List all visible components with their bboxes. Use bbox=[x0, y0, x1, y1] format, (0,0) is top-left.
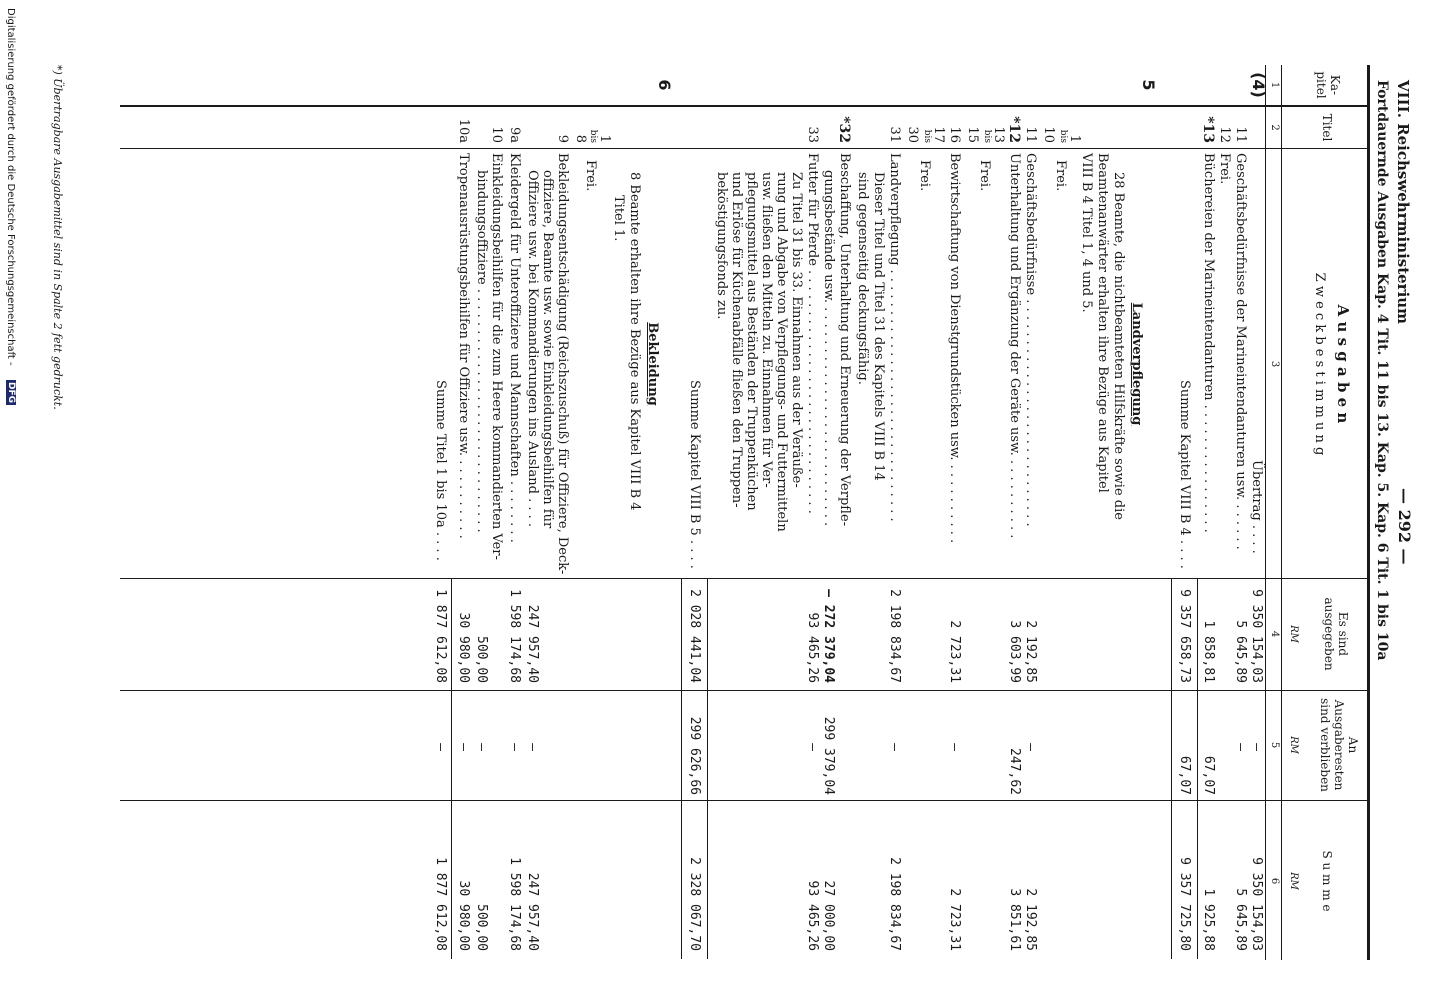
titel-5-10: 10 bbox=[1041, 126, 1056, 143]
titel-5-17-30-frei: Frei. bbox=[917, 160, 932, 192]
col-header-an-ausgaberesten: An Ausgaberesten sind verblieben bbox=[1318, 698, 1360, 792]
summe-kapitel-5-col4: 2 028 441,04 bbox=[687, 589, 702, 683]
titel-6-10-text-2: bindungsoffiziere . . . . . . . . . . . . . . . . . . . . . . . . . . . . . . bbox=[474, 170, 489, 533]
col-number-1: 1 bbox=[1269, 81, 1280, 89]
col-header-es-sind: Es sind ausgegeben bbox=[1322, 597, 1350, 671]
summe-kapitel-4-col4: 9 357 658,73 bbox=[1177, 589, 1192, 683]
titel-5-31-text: Landverpflegung . . . . . . . . . . . . . . . . . . . . . . . . . . . . . . . bbox=[887, 153, 902, 522]
col-divider-2 bbox=[120, 148, 1370, 149]
uebertrag-label: Übertrag . . . . bbox=[1249, 460, 1264, 554]
titel-5-33-col5: — bbox=[805, 743, 820, 751]
page-subtitle: Fortdauernde Ausgaben Kap. 4 Tit. 11 bis 13. Kap. 5. Kap. 6 Tit. 1 bis 10a bbox=[1374, 80, 1390, 661]
col-divider-1 bbox=[120, 105, 1370, 107]
titel-6-10a-text: Tropenausrüstungsbeihilfen für Offiziere usw. . . . . . . . . . . bbox=[456, 153, 471, 539]
titel-6-9: 9 bbox=[555, 134, 570, 143]
titel-5-33-note-6: beköstigungsfonds zu. bbox=[714, 172, 729, 320]
titel-5-16-col4: 2 723,31 bbox=[947, 620, 962, 683]
titel-6-9-col4: 247 957,40 bbox=[525, 604, 540, 683]
titel-5-11-col6: 2 192,85 bbox=[1023, 888, 1038, 951]
titel-5-12-text: Unterhaltung und Ergänzung der Geräte usw. . . . . . . . . . . bbox=[1007, 153, 1022, 539]
section-bekleidung: Bekleidung bbox=[645, 322, 660, 406]
titel-5-33-col4: 93 465,26 bbox=[805, 612, 820, 683]
summe-titel-1-10a-col6: 1 877 612,08 bbox=[433, 857, 448, 951]
titel-5-13-bis: bis bbox=[982, 129, 992, 143]
col-header-zweck: Z w e c k b e s t i m m u n g bbox=[1312, 272, 1327, 456]
titel-5-16: 16 bbox=[947, 126, 962, 143]
titel-6-10a-col4: 30 980,00 bbox=[456, 612, 471, 683]
titel-4-12: 12 bbox=[1217, 126, 1232, 143]
uebertrag-col5: — bbox=[1249, 743, 1264, 751]
section-5-note-3: VIII B 4 Titel 1, 4 und 5. bbox=[1079, 153, 1094, 313]
titel-6-9-text-1: Bekleidungsentschädigung (Reichszuschuß) für Offiziere, Deck- bbox=[555, 153, 570, 575]
titel-6-1-8-frei: Frei. bbox=[583, 160, 598, 192]
titel-5-1: 1 bbox=[1067, 134, 1082, 143]
titel-6-9-text-2: offiziere, Beamte usw. sowie Einkleidungsbeihilfen für bbox=[540, 170, 555, 529]
table-top-rule bbox=[1367, 65, 1370, 960]
titel-5-17: 17 bbox=[931, 126, 946, 143]
titel-5-bis: bis bbox=[1058, 129, 1068, 143]
titel-6-9a-col6: 1 598 174,68 bbox=[507, 857, 522, 951]
titel-5-31-note-1: Dieser Titel und Titel 31 des Kapitels VIII B 14 bbox=[871, 172, 886, 481]
digitization-credit: Digitalisierung gefördert durch die Deutsche Forschungsgemeinschaft - bbox=[5, 8, 16, 366]
titel-5-32-text-1: Beschaffung, Unterhaltung und Erneuerung der Verpfle- bbox=[837, 153, 852, 527]
col-number-6: 6 bbox=[1269, 877, 1280, 885]
titel-5-16-text: Bewirtschaftung von Dienstgrundstücken usw. . . . . . . . . . . bbox=[947, 153, 962, 544]
summe-titel-1-10a-col5: — bbox=[433, 743, 448, 751]
titel-4-11-col5: — bbox=[1233, 743, 1248, 751]
titel-5-12-col6: 3 851,61 bbox=[1007, 888, 1022, 951]
summe-kapitel-5-col5: 299 626,66 bbox=[687, 716, 702, 795]
titel-5-32: *32 bbox=[836, 116, 852, 143]
titel-6-1: 1 bbox=[597, 134, 612, 143]
titel-6-9-col6: 247 957,40 bbox=[525, 872, 540, 951]
titel-6-8: 8 bbox=[573, 134, 588, 143]
titel-6-9a: 9a bbox=[507, 126, 522, 143]
section-5-note-1: 28 Beamte, die nichtbeamteten Hilfskräfte sowie die bbox=[1111, 172, 1126, 520]
titel-4-13-col4: 1 858,81 bbox=[1201, 620, 1216, 683]
titel-5-11-text: Geschäftsbedürfnisse . . . . . . . . . . . . . . . . . . . . . . . . . . . . bbox=[1023, 153, 1038, 527]
titel-5-13: 13 bbox=[991, 126, 1006, 143]
titel-6-9a-col5: — bbox=[507, 743, 522, 751]
titel-4-13-text: Büchereien der Marineintendanturen . . . . . . . . . . . . . . . . bbox=[1201, 153, 1216, 533]
titel-6-10-col5: — bbox=[474, 743, 489, 751]
titel-5-12-col4: 3 603,99 bbox=[1007, 620, 1022, 683]
titel-6-9-col5: — bbox=[525, 743, 540, 751]
summe-titel-1-10a-label: Summe Titel 1 bis 10a . . . . bbox=[433, 380, 448, 561]
uebertrag-col6: 9 350 154,03 bbox=[1249, 857, 1264, 951]
titel-5-12: *12 bbox=[1006, 116, 1022, 143]
summe-kapitel-4-col6: 9 357 725,80 bbox=[1177, 857, 1192, 951]
sum5-bottom-rule bbox=[681, 579, 682, 959]
titel-5-33: 33 bbox=[805, 126, 820, 143]
titel-5-32-col5: 299 379,04 bbox=[821, 716, 836, 795]
titel-5-33-note-3: usw. fließen den Mitteln zu. Einnahmen für Ver- bbox=[759, 172, 774, 488]
titel-4-13: *13 bbox=[1200, 116, 1216, 143]
col-number-5: 5 bbox=[1269, 741, 1280, 749]
titel-6-10-col4: 500,00 bbox=[474, 636, 489, 683]
colnum-bottom-rule bbox=[1265, 65, 1266, 960]
titel-5-33-note-5: und Erlöse für Küchenabfälle fließen den Truppen- bbox=[729, 172, 744, 508]
dfg-logo: DFG bbox=[6, 382, 16, 404]
titel-5-17-bis: bis bbox=[922, 129, 932, 143]
unit-rm-col4: RM bbox=[1288, 625, 1299, 643]
titel-6-10: 10 bbox=[489, 126, 504, 143]
titel-6-10-text-1: Einkleidungsbeihilfen für die zum Heere kommandierten Ver- bbox=[489, 153, 504, 560]
titel-6-9-text-3: Offiziere usw. bei Kommandierungen ins Ausland . . . . bbox=[525, 170, 540, 528]
titel-4-11: 11 bbox=[1233, 126, 1248, 143]
ministry-heading: VIII. Reichswehrministerium bbox=[1394, 80, 1412, 325]
col-header-titel: Titel bbox=[1320, 113, 1334, 142]
titel-4-11-text: Geschäftsbedürfnisse der Marineintendanturen usw. . . . . . . bbox=[1233, 153, 1248, 550]
kapitel-5-label: 5 bbox=[1139, 79, 1158, 91]
titel-6-10a-col6: 30 980,00 bbox=[456, 880, 471, 951]
titel-4-13-col5: 67,07 bbox=[1201, 755, 1216, 795]
col-header-summe: S u m m e bbox=[1320, 850, 1334, 912]
col-header-kapitel: Ka- pitel bbox=[1314, 71, 1342, 99]
summe-kapitel-4-label: Summe Kapitel VIII B 4 . . . . bbox=[1177, 380, 1192, 569]
sum4-rule bbox=[1197, 579, 1198, 959]
section-5-note-2: Beamtenanwärter erhalten ihre Bezüge aus Kapitel bbox=[1095, 153, 1110, 493]
sum6-rule bbox=[451, 579, 452, 959]
col-number-4: 4 bbox=[1269, 630, 1280, 638]
titel-5-31-col6: 2 198 834,67 bbox=[887, 857, 902, 951]
titel-5-33-col6: 93 465,26 bbox=[805, 880, 820, 951]
unit-rm-col6: RM bbox=[1288, 872, 1299, 890]
titel-5-31-col5: — bbox=[887, 743, 902, 751]
titel-5-31-note-2: sind gegenseitig deckungsfähig. bbox=[855, 172, 870, 385]
kapitel-4-label: (4) bbox=[1249, 72, 1268, 98]
titel-6-9a-text: Kleidergeld für Unteroffiziere und Mannschaften . . . . . . . . bbox=[507, 153, 522, 543]
titel-6-10a: 10a bbox=[456, 118, 471, 143]
titel-5-33-note-4: pflegungsmittel aus Beständen der Truppenküchen bbox=[744, 172, 759, 511]
titel-4-11-col4: 5 645,89 bbox=[1233, 620, 1248, 683]
header-bottom-rule bbox=[1281, 65, 1282, 960]
uebertrag-col4: 9 350 154,03 bbox=[1249, 589, 1264, 683]
page-number: — 292 — bbox=[1395, 488, 1414, 565]
titel-5-15: 15 bbox=[965, 126, 980, 143]
titel-5-31-col4: 2 198 834,67 bbox=[887, 589, 902, 683]
titel-5-12-col5: 247,62 bbox=[1007, 748, 1022, 795]
col-number-3: 3 bbox=[1269, 360, 1280, 368]
titel-5-32-text-2: gungsbestände usw. . . . . . . . . . . . . . . . . . . . . . . . . . . . bbox=[821, 170, 836, 527]
titel-6-bis: bis bbox=[588, 129, 598, 143]
summe-titel-1-10a-col4: 1 877 612,08 bbox=[433, 589, 448, 683]
summe-kapitel-5-label: Summe Kapitel VIII B 5 . . . . bbox=[687, 380, 702, 569]
summe-kapitel-5-col6: 2 328 067,70 bbox=[687, 857, 702, 951]
titel-5-1-10-frei: Frei. bbox=[1053, 160, 1068, 192]
titel-4-11-col6: 5 645,89 bbox=[1233, 888, 1248, 951]
titel-5-16-col6: 2 723,31 bbox=[947, 888, 962, 951]
titel-6-10a-col5: — bbox=[456, 743, 471, 751]
titel-5-30: 30 bbox=[905, 126, 920, 143]
titel-5-31: 31 bbox=[887, 126, 902, 143]
unit-rm-col5: RM bbox=[1288, 736, 1299, 754]
titel-5-33-text: Futter für Pferde . . . . . . . . . . . . . . . . . . . . . . . . . . . . . . bbox=[805, 153, 820, 514]
section-6-note-1: 8 Beamte erhalten ihre Bezüge aus Kapitel VIII B 4 bbox=[627, 172, 642, 511]
titel-5-33-note-2: rung und Abgabe von Verpflegungs- und Futtermitteln bbox=[774, 172, 789, 532]
section-6-note-2: Titel 1. bbox=[611, 195, 626, 242]
titel-5-16-col5: — bbox=[947, 743, 962, 751]
sum4-bottom-rule bbox=[1171, 579, 1172, 959]
col-header-ausgaben: A u s g a b e n bbox=[1334, 304, 1352, 424]
footnote: *) Übertragbare Ausgabemittel sind in Spalte 2 fett gedruckt. bbox=[51, 65, 64, 410]
titel-5-11-col4: 2 192,85 bbox=[1023, 620, 1038, 683]
titel-5-33-note-1: Zu Titel 31 bis 33. Einnahmen aus der Veräuße- bbox=[789, 172, 804, 488]
section-landverpflegung: Landverpflegung bbox=[1129, 302, 1144, 426]
sum5-rule bbox=[707, 579, 708, 959]
titel-6-10-col6: 500,00 bbox=[474, 904, 489, 951]
titel-5-13-15-frei: Frei. bbox=[977, 160, 992, 192]
kapitel-6-label: 6 bbox=[655, 79, 674, 91]
titel-4-13-col6: 1 925,88 bbox=[1201, 888, 1216, 951]
titel-5-11-col5: — bbox=[1023, 743, 1038, 751]
titel-5-11: 11 bbox=[1023, 126, 1038, 143]
titel-5-32-col6: 27 000,00 bbox=[821, 880, 836, 951]
summe-kapitel-4-col5: 67,07 bbox=[1177, 755, 1192, 795]
titel-5-32-col4: — 272 379,04 bbox=[821, 589, 836, 683]
titel-4-12-text: Frei. bbox=[1217, 153, 1232, 185]
titel-6-9a-col4: 1 598 174,68 bbox=[507, 589, 522, 683]
col-number-2: 2 bbox=[1269, 124, 1280, 131]
